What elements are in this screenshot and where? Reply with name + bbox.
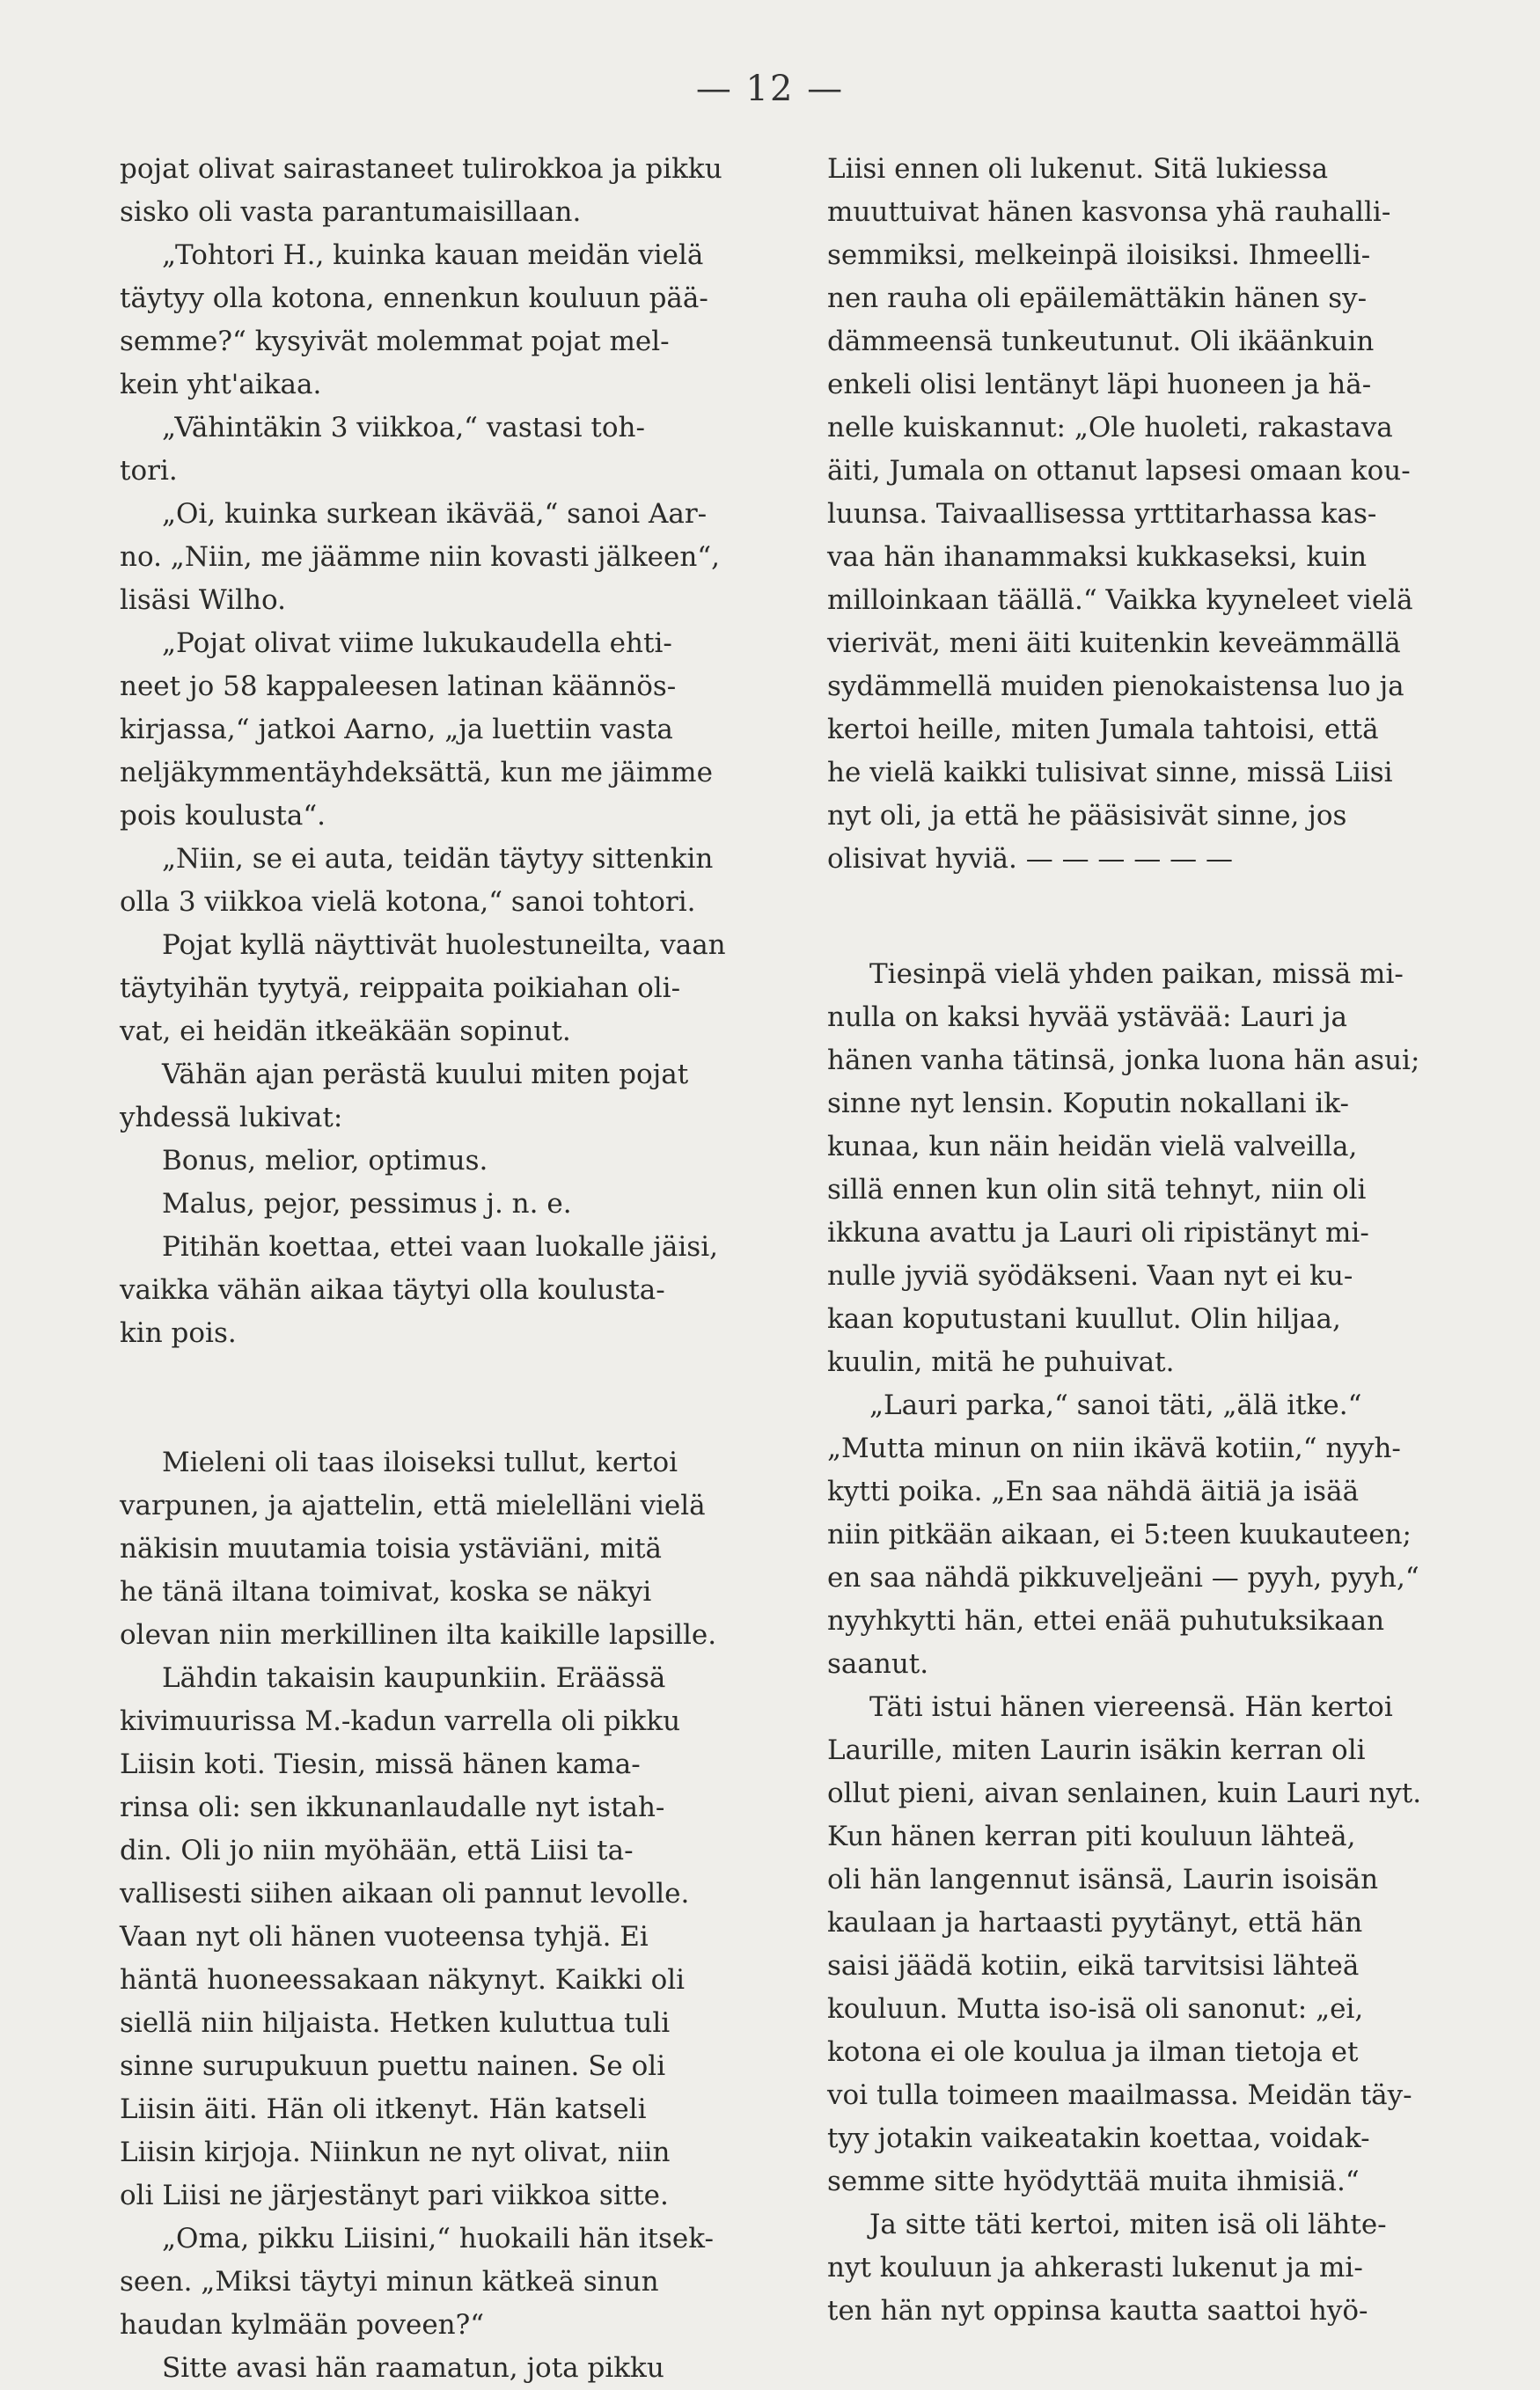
text-line: „Niin, se ei auta, teidän täytyy sittenkin xyxy=(162,843,714,875)
text-line: „Tohtori H., kuinka kauan meidän vielä xyxy=(162,239,704,271)
text-line: no. „Niin, me jäämme niin kovasti jälkeen“, xyxy=(120,541,720,573)
text-line: niin pitkään aikaan, ei 5:teen kuukauteen; xyxy=(827,1519,1412,1551)
text-line: Pitihän koettaa, ettei vaan luokalle jäisi, xyxy=(162,1231,718,1263)
text-line: pois koulusta“. xyxy=(120,800,326,832)
text-line: yhdessä lukivat: xyxy=(120,1102,343,1133)
text-line: sinne nyt lensin. Koputin nokallani ik- xyxy=(827,1088,1350,1119)
text-line: Tiesinpä vielä yhden paikan, missä mi- xyxy=(869,958,1404,990)
text-line: nulla on kaksi hyvää ystävää: Lauri ja xyxy=(827,1001,1347,1033)
text-line: Pojat kyllä näyttivät huolestuneilta, vaan xyxy=(162,929,726,961)
text-line: saanut. xyxy=(827,1648,929,1680)
text-line: „Oma, pikku Liisini,“ huokaili hän itsek- xyxy=(162,2223,714,2254)
text-line: Ja sitte täti kertoi, miten isä oli lähte- xyxy=(869,2209,1387,2240)
text-line: „Lauri parka,“ sanoi täti, „älä itke.“ xyxy=(869,1389,1362,1421)
text-line: Sitte avasi hän raamatun, jota pikku xyxy=(162,2352,664,2384)
text-line: din. Oli jo niin myöhään, että Liisi ta- xyxy=(120,1835,634,1866)
text-line: tyy jotakin vaikeatakin koettaa, voidak- xyxy=(827,2122,1370,2154)
text-line: lisäsi Wilho. xyxy=(120,584,286,616)
text-line: ikkuna avattu ja Lauri oli ripistänyt mi- xyxy=(827,1217,1369,1249)
text-line: Malus, pejor, pessimus j. n. e. xyxy=(162,1188,572,1220)
text-line: Liisin äiti. Hän oli itkenyt. Hän katseli xyxy=(120,2093,647,2125)
text-line: Täti istui hänen viereensä. Hän kertoi xyxy=(869,1691,1393,1723)
text-line: hänen vanha tätinsä, jonka luona hän asui; xyxy=(827,1045,1420,1076)
text-line: „Mutta minun on niin ikävä kotiin,“ nyyh- xyxy=(827,1433,1401,1464)
text-line: ten hän nyt oppinsa kautta saattoi hyö- xyxy=(827,2295,1368,2327)
text-line: kin pois. xyxy=(120,1317,237,1349)
text-line: Liisi ennen oli lukenut. Sitä lukiessa xyxy=(827,153,1329,185)
text-line: vallisesti siihen aikaan oli pannut levolle. xyxy=(120,1878,690,1910)
text-line: kunaa, kun näin heidän vielä valveilla, xyxy=(827,1131,1358,1162)
text-line: oli hän langennut isänsä, Laurin isoisän xyxy=(827,1864,1379,1895)
text-line: muuttuivat hänen kasvonsa yhä rauhalli- xyxy=(827,196,1391,228)
text-line: semme?“ kysyivät molemmat pojat mel- xyxy=(120,326,670,357)
text-line: Liisin koti. Tiesin, missä hänen kama- xyxy=(120,1749,641,1780)
left-column xyxy=(120,148,784,2390)
text-line: he vielä kaikki tulisivat sinne, missä Liisi xyxy=(827,757,1393,788)
text-line: oli Liisi ne järjestänyt pari viikkoa sitte. xyxy=(120,2180,669,2211)
text-line: nyt kouluun ja ahkerasti lukenut ja mi- xyxy=(827,2252,1363,2284)
text-line: „Oi, kuinka surkean ikävää,“ sanoi Aar- xyxy=(162,498,708,530)
text-line: pojat olivat sairastaneet tulirokkoa ja pikku xyxy=(120,153,722,185)
text-line: kirjassa,“ jatkoi Aarno, „ja luettiin vasta xyxy=(120,714,673,745)
section-gap xyxy=(120,1355,784,1441)
text-line: nen rauha oli epäilemättäkin hänen sy- xyxy=(827,282,1368,314)
text-line: tori. xyxy=(120,455,178,487)
text-line: olevan niin merkillinen ilta kaikille lapsille. xyxy=(120,1619,717,1651)
text-line: kivimuurissa M.-kadun varrella oli pikku xyxy=(120,1705,681,1737)
text-line: en saa nähdä pikkuveljeäni — pyyh, pyyh,“ xyxy=(827,1562,1419,1594)
text-line: Liisin kirjoja. Niinkun ne nyt olivat, niin xyxy=(120,2137,671,2168)
text-line: äiti, Jumala on ottanut lapsesi omaan kou- xyxy=(827,455,1411,487)
text-line: kaan koputustani kuullut. Olin hiljaa, xyxy=(827,1303,1341,1335)
text-line: täytyy olla kotona, ennenkun kouluun pää- xyxy=(120,282,708,314)
text-line: kytti poika. „En saa nähdä äitiä ja isää xyxy=(827,1476,1360,1507)
text-line: haudan kylmään poveen?“ xyxy=(120,2309,485,2341)
text-line: seen. „Miksi täytyi minun kätkeä sinun xyxy=(120,2266,659,2298)
text-line: rinsa oli: sen ikkunanlaudalle nyt istah- xyxy=(120,1792,665,1823)
text-line: milloinkaan täällä.“ Vaikka kyyneleet vielä xyxy=(827,584,1413,616)
text-line: nulle jyviä syödäkseni. Vaan nyt ei ku- xyxy=(827,1260,1353,1292)
text-line: kein yht'aikaa. xyxy=(120,369,322,400)
page-number: — 12 — xyxy=(695,69,845,109)
text-line: sydämmellä muiden pienokaistensa luo ja xyxy=(827,671,1404,702)
text-line: dämmeensä tunkeutunut. Oli ikäänkuin xyxy=(827,326,1375,357)
text-line: Kun hänen kerran piti kouluun lähteä, xyxy=(827,1821,1356,1852)
text-line: Vaan nyt oli hänen vuoteensa tyhjä. Ei xyxy=(120,1921,649,1953)
text-line: vat, ei heidän itkeäkään sopinut. xyxy=(120,1015,571,1047)
text-line: enkeli olisi lentänyt läpi huoneen ja hä- xyxy=(827,369,1372,400)
text-line: häntä huoneessakaan näkynyt. Kaikki oli xyxy=(120,1964,686,1996)
text-line: saisi jäädä kotiin, eikä tarvitsisi lähteä xyxy=(827,1950,1360,1982)
text-line: kuulin, mitä he puhuivat. xyxy=(827,1346,1175,1378)
text-line: olla 3 viikkoa vielä kotona,“ sanoi tohtori. xyxy=(120,886,696,918)
text-line: kotona ei ole koulua ja ilman tietoja et xyxy=(827,2036,1359,2068)
section-gap xyxy=(827,881,1492,953)
text-line: he tänä iltana toimivat, koska se näkyi xyxy=(120,1576,652,1608)
text-line: semme sitte hyödyttää muita ihmisiä.“ xyxy=(827,2166,1360,2197)
text-line: semmiksi, melkeinpä iloisiksi. Ihmeelli- xyxy=(827,239,1371,271)
text-line: näkisin muutamia toisia ystäviäni, mitä xyxy=(120,1533,663,1565)
text-line: Mieleni oli taas iloiseksi tullut, kertoi xyxy=(162,1447,678,1478)
text-line: Laurille, miten Laurin isäkin kerran oli xyxy=(827,1734,1366,1766)
text-line: neljäkymmentäyhdeksättä, kun me jäimme xyxy=(120,757,713,788)
text-line: „Pojat olivat viime lukukaudella ehti- xyxy=(162,627,672,659)
text-line: kaulaan ja hartaasti pyytänyt, että hän xyxy=(827,1907,1363,1939)
text-line: „Vähintäkin 3 viikkoa,“ vastasi toh- xyxy=(162,412,645,444)
text-line: täytyihän tyytyä, reippaita poikiahan oli- xyxy=(120,972,681,1004)
text-line: nyyhkytti hän, ettei enää puhutuksikaan xyxy=(827,1605,1385,1637)
text-line: vaikka vähän aikaa täytyi olla koulusta- xyxy=(120,1274,665,1306)
text-line: vierivät, meni äiti kuitenkin keveämmällä xyxy=(827,627,1401,659)
text-line: sinne surupukuun puettu nainen. Se oli xyxy=(120,2050,666,2082)
text-line: sillä ennen kun olin sitä tehnyt, niin oli xyxy=(827,1174,1367,1206)
text-line: vaa hän ihanammaksi kukkaseksi, kuin xyxy=(827,541,1368,573)
text-line: nyt oli, ja että he pääsisivät sinne, jos xyxy=(827,800,1347,832)
text-line: luunsa. Taivaallisessa yrttitarhassa kas- xyxy=(827,498,1377,530)
text-line: Bonus, melior, optimus. xyxy=(162,1145,488,1177)
text-line: kertoi heille, miten Jumala tahtoisi, että xyxy=(827,714,1379,745)
text-line: Lähdin takaisin kaupunkiin. Eräässä xyxy=(162,1662,666,1694)
text-line: ollut pieni, aivan senlainen, kuin Lauri nyt. xyxy=(827,1778,1422,1809)
text-line: kouluun. Mutta iso-isä oli sanonut: „ei, xyxy=(827,1993,1364,2025)
text-line: siellä niin hiljaista. Hetken kuluttua tuli xyxy=(120,2007,671,2039)
text-line: voi tulla toimeen maailmassa. Meidän täy- xyxy=(827,2079,1412,2111)
text-line: nelle kuiskannut: „Ole huoleti, rakastava xyxy=(827,412,1393,444)
right-column xyxy=(827,148,1492,2333)
text-line: olisivat hyviä. — — — — — — xyxy=(827,843,1233,875)
text-line: sisko oli vasta parantumaisillaan. xyxy=(120,196,582,228)
text-line: neet jo 58 kappaleesen latinan käännös- xyxy=(120,671,677,702)
text-line: varpunen, ja ajattelin, että mielelläni vielä xyxy=(120,1490,706,1521)
text-line: Vähän ajan perästä kuului miten pojat xyxy=(162,1059,689,1090)
